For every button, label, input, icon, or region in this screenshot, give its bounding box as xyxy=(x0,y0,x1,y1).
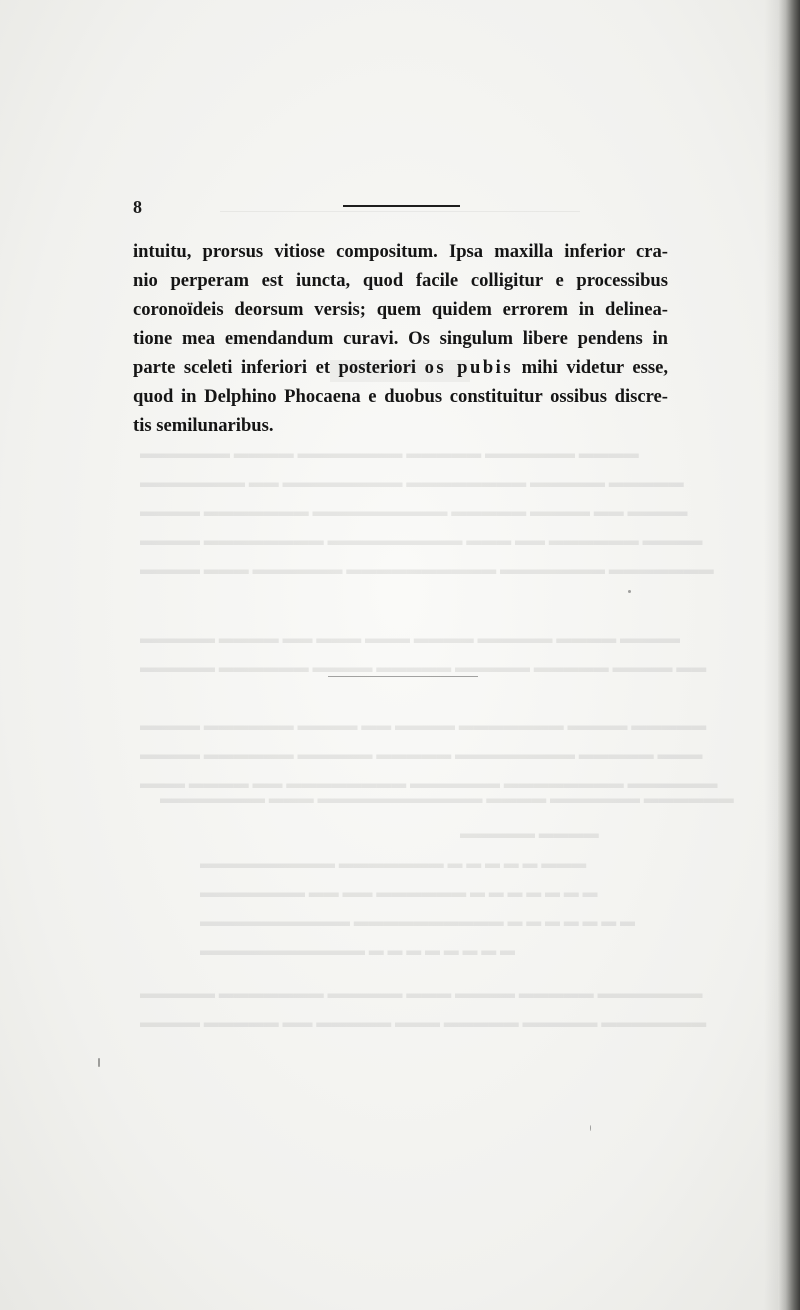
page-gutter-shadow xyxy=(764,0,778,1310)
show-through-text: ▬▬▬▬ ▬▬▬▬▬▬ ▬▬ ▬▬▬ ▬▬▬▬▬▬▬▬▬ ▬▬▬▬▬▬▬▬ ▬▬▬▬ xyxy=(140,533,703,549)
show-through-text: ▬▬▬▬ ▬▬▬▬▬▬ ▬▬▬▬▬ ▬▬▬▬▬▬▬ ▬▬▬▬ ▬▬▬▬▬▬ xyxy=(140,446,639,462)
show-through-text: ▬▬ ▬▬▬▬ ▬▬▬▬▬ ▬▬▬▬▬ ▬▬▬▬▬ ▬▬▬▬ ▬▬▬▬▬▬ ▬▬▬▬▬ xyxy=(140,660,707,676)
paper-speck xyxy=(628,590,631,593)
text-line: intuitu, prorsus vitiose compositum. Ipsa maxilla inferior cra- xyxy=(133,241,668,262)
show-through-text: ▬▬▬▬ ▬▬▬▬ ▬▬▬▬▬ ▬▬▬▬ ▬▬▬ ▬▬▬ ▬▬ ▬▬▬▬ ▬▬▬▬▬ xyxy=(140,631,680,647)
show-through-text: ▬▬▬▬▬ ▬▬▬▬▬ ▬▬▬▬▬▬▬▬ ▬▬▬▬▬▬▬▬ ▬▬ ▬▬▬▬▬▬▬ xyxy=(140,475,684,491)
show-through-text: ▬▬▬▬▬▬▬ ▬▬▬▬▬ ▬▬▬▬ ▬▬▬ ▬▬▬▬▬ ▬▬▬▬▬▬▬ ▬▬▬▬▬ xyxy=(140,986,703,1002)
show-through-text: ▬▬▬▬▬ ▬▬▬▬ ▬▬▬▬▬▬▬ ▬▬▬▬ ▬▬ ▬▬▬▬ ▬▬▬▬▬▬ ▬▬▬▬ xyxy=(140,718,707,734)
show-through-text: ▬▬▬▬ ▬▬ ▬▬▬▬ ▬▬▬▬▬ ▬▬▬▬▬▬▬▬▬ ▬▬▬▬▬▬▬ ▬▬▬▬ xyxy=(140,504,688,520)
show-through-text: ▬▬▬▬▬▬▬ ▬▬▬▬▬▬▬ ▬▬▬▬▬▬▬▬▬▬ ▬▬▬▬▬▬ ▬▬▬ ▬▬▬▬ xyxy=(140,562,714,578)
page-number: 8 xyxy=(133,197,142,217)
show-through-rule xyxy=(328,676,478,677)
paper-speck xyxy=(98,1058,100,1067)
show-through-text: ▬ ▬ ▬ ▬ ▬ ▬ ▬ ▬▬▬▬▬▬▬▬▬▬ ▬▬▬▬▬▬▬▬▬▬ xyxy=(200,914,635,930)
show-through-text: ▬▬▬▬▬▬ ▬▬▬▬▬▬▬▬ ▬▬▬▬▬▬ ▬▬▬▬▬▬▬▬ ▬▬ ▬▬▬▬ ▬▬▬ xyxy=(140,776,718,792)
show-through-text: ▬ ▬ ▬ ▬ ▬ ▬ ▬ ▬ ▬▬▬▬▬▬▬▬▬▬▬ xyxy=(200,943,515,959)
text-line: nio perperam est iuncta, quod facile colligitur e processibus xyxy=(133,270,668,291)
header-rule-shadow xyxy=(220,211,580,212)
text-line-with-spaced-term xyxy=(133,353,668,382)
text-line: quod in Delphino Phocaena e duobus constituitur ossibus discre- xyxy=(133,386,668,407)
text-line: tis semilunaribus. xyxy=(133,415,274,436)
show-through-text: ▬ ▬ ▬ ▬ ▬ ▬ ▬ ▬▬▬▬▬▬ ▬▬ ▬▬ ▬▬▬▬▬▬▬ xyxy=(200,885,598,901)
show-through-text: ▬▬▬▬▬▬▬ ▬▬▬▬▬ ▬▬▬▬▬ ▬▬▬ ▬▬▬▬▬ ▬▬ ▬▬▬▬▬ ▬▬▬▬ xyxy=(140,1015,707,1031)
text-line: tione mea emendandum curavi. Os singulum libere pendens in xyxy=(133,328,668,349)
binding-edge xyxy=(778,0,800,1310)
show-through-text: ▬▬▬▬▬▬ ▬▬▬▬▬▬ ▬▬▬▬ ▬▬▬▬▬▬▬▬▬▬▬ ▬▬▬ ▬▬▬▬▬▬▬ xyxy=(160,791,734,807)
paper-speck xyxy=(590,1125,591,1131)
show-through-text: ▬▬▬ ▬ ▬ ▬ ▬ ▬ ▬▬▬▬▬▬▬ ▬▬▬▬▬▬▬▬▬ xyxy=(200,856,587,872)
spaced-term: os pubis xyxy=(424,357,514,378)
show-through-text: ▬▬▬▬ ▬▬▬▬▬ xyxy=(460,826,599,842)
text-line: coronoïdeis deorsum versis; quem quidem errorem in delinea- xyxy=(133,299,668,320)
header-rule xyxy=(343,205,460,207)
text-segment: parte sceleti inferiori et posteriori xyxy=(133,357,417,378)
show-through-text: ▬▬▬ ▬▬▬▬▬ ▬▬▬▬▬▬▬▬ ▬▬▬▬▬ ▬▬▬▬▬ ▬▬▬▬▬▬ ▬▬▬▬ xyxy=(140,747,703,763)
text-segment: mihi videtur esse, xyxy=(521,357,669,378)
body-paragraph xyxy=(133,237,668,440)
